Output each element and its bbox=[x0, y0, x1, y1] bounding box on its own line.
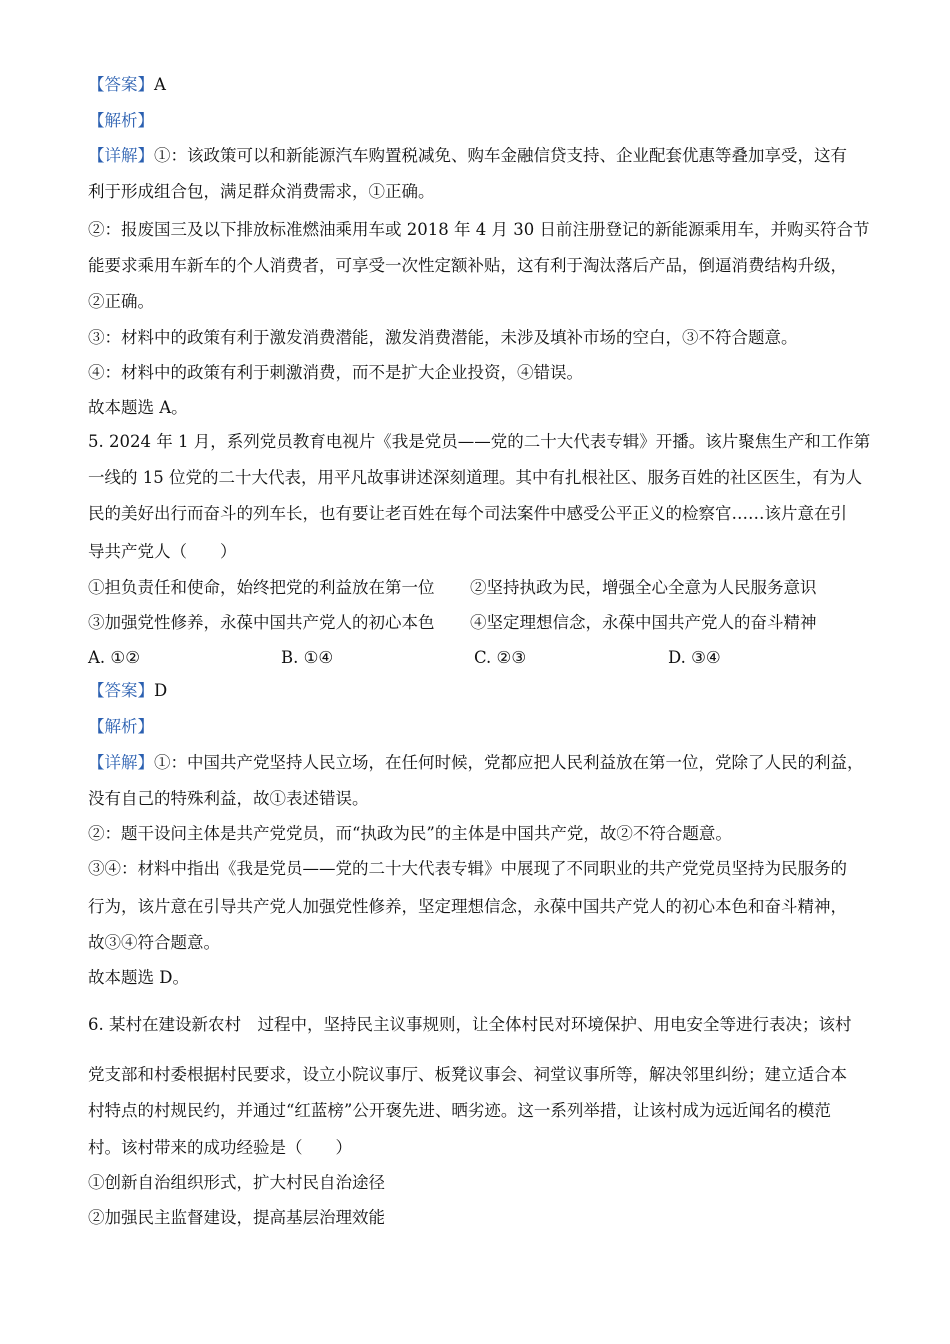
detail-text: ①：该政策可以和新能源汽车购置税减免、购车金融信贷支持、企业配套优惠等叠加享受，这有 bbox=[154, 146, 847, 165]
answer-tag: 【答案】 bbox=[88, 75, 154, 94]
answer-value: D bbox=[154, 681, 168, 700]
question-stem: 导共产党人（ ） bbox=[88, 542, 237, 561]
analysis-tag: 【解析】 bbox=[88, 717, 154, 736]
answer-value: A bbox=[154, 75, 166, 94]
choice-d[interactable]: D. ③④ bbox=[668, 648, 721, 667]
q5-analysis-tag bbox=[88, 716, 878, 738]
analysis-tag: 【解析】 bbox=[88, 111, 154, 130]
answer-tag: 【答案】 bbox=[88, 681, 154, 700]
q5-detail-line bbox=[88, 752, 878, 774]
detail-text: 没有自己的特殊利益，故①表述错误。 bbox=[88, 789, 369, 808]
q5-answer-line bbox=[88, 680, 878, 702]
detail-text: 行为，该片意在引导共产党人加强党性修养，坚定理想信念，永葆中国共产党人的初心本色和奋斗精神， bbox=[88, 897, 847, 916]
question-stem: 党支部和村委根据村民要求，设立小院议事厅、板凳议事会、祠堂议事所等，解决邻里纠纷；建立适合本 bbox=[88, 1065, 847, 1084]
choice-c[interactable]: C. ②③ bbox=[474, 648, 527, 667]
question-stem: 5. 2024 年 1 月，系列党员教育电视片《我是党员——党的二十大代表专辑》开播。该片聚焦生产和工作第 bbox=[88, 432, 871, 451]
detail-tag: 【详解】 bbox=[88, 753, 154, 772]
statement-4: ④坚定理想信念，永葆中国共产党人的奋斗精神 bbox=[470, 613, 817, 632]
detail-tag: 【详解】 bbox=[88, 146, 154, 165]
statement-3: ③加强党性修养，永葆中国共产党人的初心本色 bbox=[88, 613, 435, 632]
detail-text: ④：材料中的政策有利于刺激消费，而不是扩大企业投资，④错误。 bbox=[88, 363, 583, 382]
question-stem: 6. 某村在建设新农村 过程中，坚持民主议事规则，让全体村民对环境保护、用电安全等进行表决；该村 bbox=[88, 1015, 852, 1034]
conclusion-text: 故本题选 A。 bbox=[88, 398, 188, 417]
q4-detail-line bbox=[88, 145, 878, 167]
statement-2: ②坚持执政为民，增强全心全意为人民服务意识 bbox=[470, 578, 817, 597]
question-stem: 村特点的村规民约，并通过“红蓝榜”公开褒先进、晒劣迹。这一系列举措，让该村成为远近闻名的模范 bbox=[88, 1101, 831, 1120]
detail-text: ②：题干设问主体是共产党党员，而“执政为民”的主体是中国共产党，故②不符合题意。 bbox=[88, 824, 732, 843]
statement-1: ①创新自治组织形式，扩大村民自治途径 bbox=[88, 1173, 385, 1192]
choice-b[interactable]: B. ①④ bbox=[281, 648, 334, 667]
detail-text: ②：报废国三及以下排放标准燃油乘用车或 2018 年 4 月 30 日前注册登记的新能源乘用车，并购买符合节 bbox=[88, 220, 870, 239]
detail-text: 能要求乘用车新车的个人消费者，可享受一次性定额补贴，这有利于淘汰落后产品，倒逼消费结构升级， bbox=[88, 256, 847, 275]
detail-text: 故③④符合题意。 bbox=[88, 933, 220, 952]
detail-text: ③：材料中的政策有利于激发消费潜能，激发消费潜能，未涉及填补市场的空白，③不符合题意。 bbox=[88, 328, 798, 347]
detail-text: ②正确。 bbox=[88, 292, 154, 311]
q4-answer-line bbox=[88, 74, 878, 96]
detail-text: 利于形成组合包，满足群众消费需求，①正确。 bbox=[88, 182, 435, 201]
choice-a[interactable]: A. ①② bbox=[88, 648, 140, 667]
question-stem: 民的美好出行而奋斗的列车长，也有要让老百姓在每个司法案件中感受公平正义的检察官……该片意在引 bbox=[88, 504, 847, 523]
question-stem: 村。该村带来的成功经验是（ ） bbox=[88, 1138, 352, 1157]
statement-1: ①担负责任和使命，始终把党的利益放在第一位 bbox=[88, 578, 435, 597]
detail-text: ③④：材料中指出《我是党员——党的二十大代表专辑》中展现了不同职业的共产党党员坚持为民服务的 bbox=[88, 859, 847, 878]
q4-analysis-tag bbox=[88, 110, 878, 132]
question-stem: 一线的 15 位党的二十大代表，用平凡故事讲述深刻道理。其中有扎根社区、服务百姓的社区医生，有为人 bbox=[88, 468, 862, 487]
conclusion-text: 故本题选 D。 bbox=[88, 968, 189, 987]
statement-2: ②加强民主监督建设，提高基层治理效能 bbox=[88, 1208, 385, 1227]
detail-text: ①：中国共产党坚持人民立场，在任何时候，党都应把人民利益放在第一位，党除了人民的利益， bbox=[154, 753, 864, 772]
